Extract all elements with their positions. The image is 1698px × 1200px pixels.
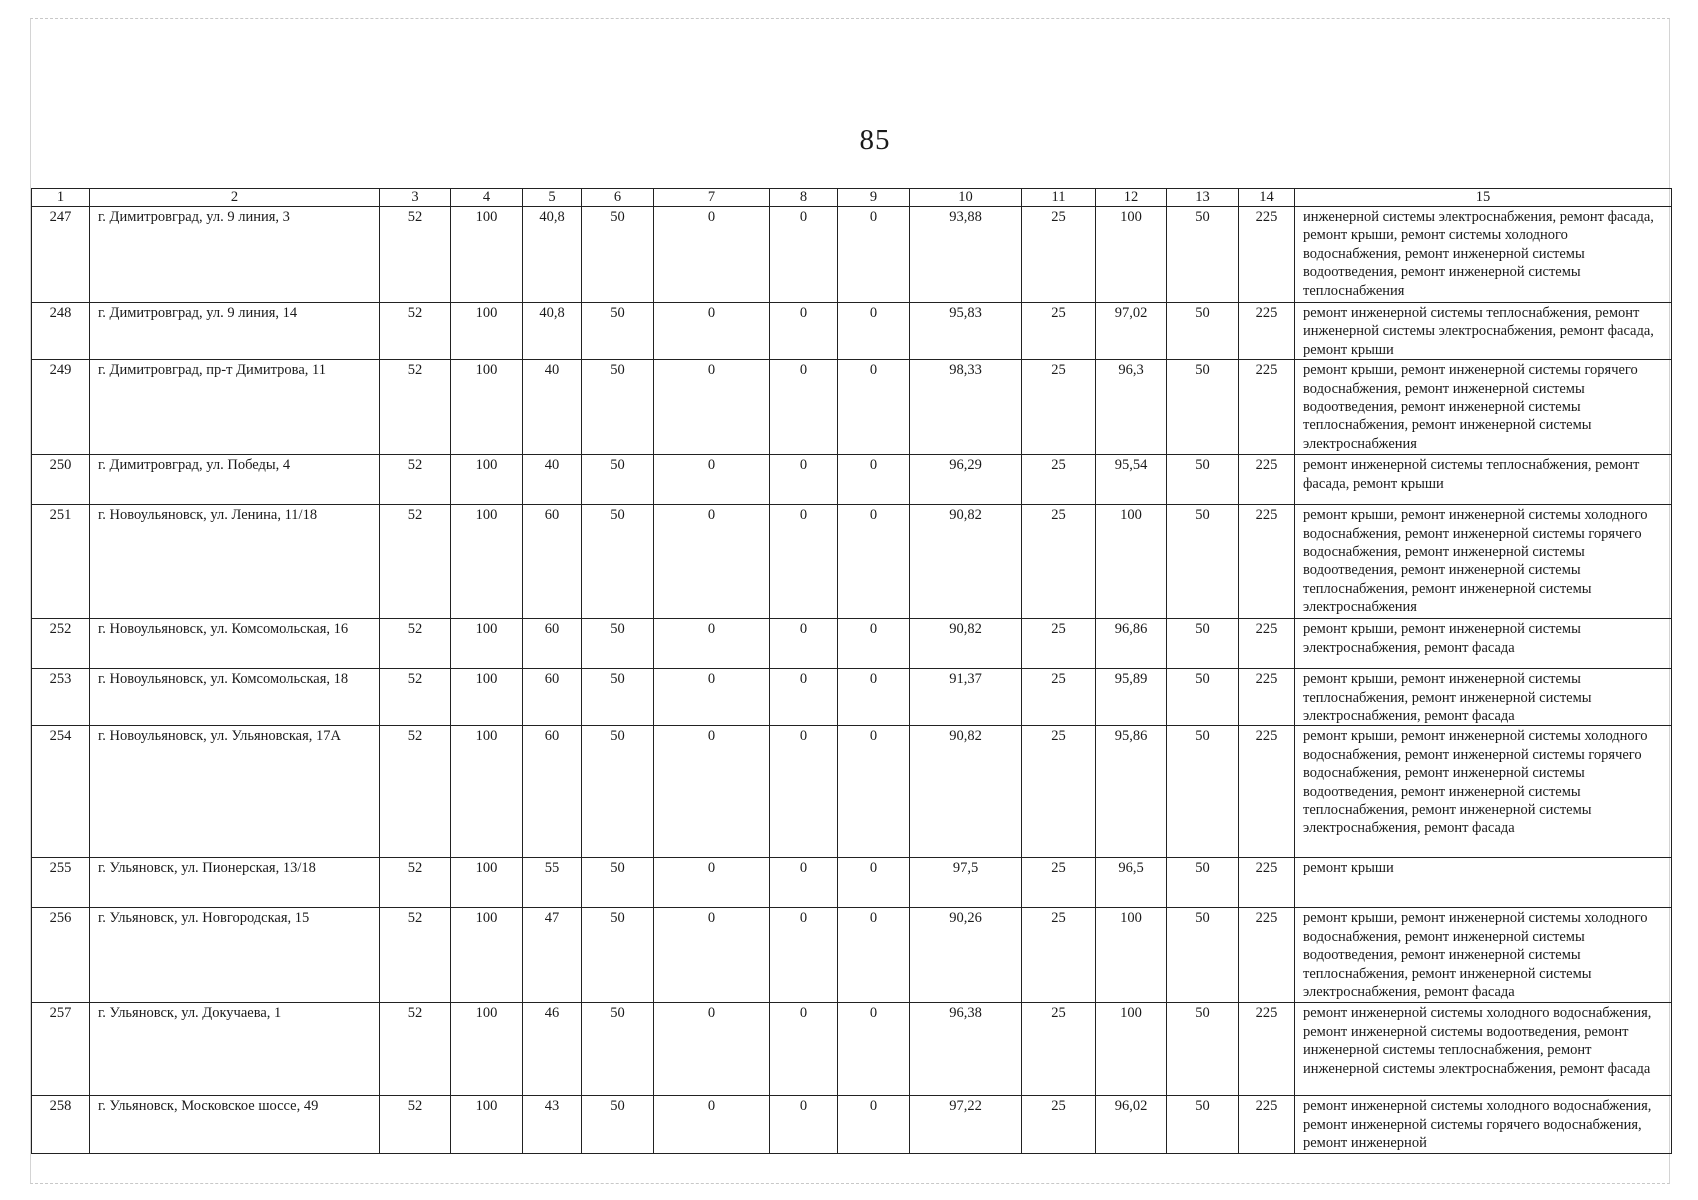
col10-cell: 96,29: [910, 455, 1022, 505]
col8-cell: 0: [770, 1003, 838, 1096]
page-number: 85: [859, 124, 891, 156]
address-cell: г. Димитровград, ул. 9 линия, 3: [90, 207, 380, 303]
col8-cell: 0: [770, 505, 838, 619]
col6-cell: 50: [582, 207, 654, 303]
col11-cell: 25: [1022, 360, 1096, 455]
col12-cell: 96,5: [1096, 858, 1167, 908]
col8-cell: 0: [770, 303, 838, 360]
works-cell: ремонт крыши: [1295, 858, 1672, 908]
col11-cell: 25: [1022, 207, 1096, 303]
col9-cell: 0: [838, 360, 910, 455]
col5-cell: 60: [523, 726, 582, 858]
col6-cell: 50: [582, 1096, 654, 1153]
col4-cell: 100: [451, 505, 523, 619]
col9-cell: 0: [838, 1003, 910, 1096]
column-header: 2: [90, 189, 380, 207]
col11-cell: 25: [1022, 1096, 1096, 1153]
works-cell: ремонт крыши, ремонт инженерной системы горячего водоснабжения, ремонт инженерной системы водоотведения, ремонт инженерной системы теплоснабжения, ремонт инженерной системы электроснабжения: [1295, 360, 1672, 455]
col9-cell: 0: [838, 455, 910, 505]
col4-cell: 100: [451, 1096, 523, 1153]
col8-cell: 0: [770, 908, 838, 1003]
col14-cell: 225: [1239, 360, 1295, 455]
col8-cell: 0: [770, 619, 838, 669]
column-header: 8: [770, 189, 838, 207]
col13-cell: 50: [1167, 360, 1239, 455]
col13-cell: 50: [1167, 505, 1239, 619]
col11-cell: 25: [1022, 669, 1096, 726]
col13-cell: 50: [1167, 303, 1239, 360]
col4-cell: 100: [451, 669, 523, 726]
col7-cell: 0: [654, 669, 770, 726]
col5-cell: 60: [523, 669, 582, 726]
col13-cell: 50: [1167, 669, 1239, 726]
col5-cell: 55: [523, 858, 582, 908]
row-number: 254: [32, 726, 90, 858]
col9-cell: 0: [838, 669, 910, 726]
col14-cell: 225: [1239, 619, 1295, 669]
col6-cell: 50: [582, 303, 654, 360]
works-cell: ремонт инженерной системы холодного водоснабжения, ремонт инженерной системы водоотведения, ремонт инженерной системы теплоснабжения, ремонт инженерной системы электроснабжения, ремонт фасада: [1295, 1003, 1672, 1096]
col13-cell: 50: [1167, 908, 1239, 1003]
col11-cell: 25: [1022, 858, 1096, 908]
col14-cell: 225: [1239, 669, 1295, 726]
column-header: 6: [582, 189, 654, 207]
col14-cell: 225: [1239, 1003, 1295, 1096]
col14-cell: 225: [1239, 207, 1295, 303]
col11-cell: 25: [1022, 455, 1096, 505]
column-header: 7: [654, 189, 770, 207]
col7-cell: 0: [654, 858, 770, 908]
col5-cell: 40: [523, 455, 582, 505]
col3-cell: 52: [380, 1096, 451, 1153]
col6-cell: 50: [582, 858, 654, 908]
works-cell: ремонт инженерной системы холодного водоснабжения, ремонт инженерной системы горячего водоснабжения, ремонт инженерной: [1295, 1096, 1672, 1153]
row-number: 257: [32, 1003, 90, 1096]
address-cell: г. Димитровград, пр-т Димитрова, 11: [90, 360, 380, 455]
col10-cell: 90,82: [910, 619, 1022, 669]
works-cell: ремонт крыши, ремонт инженерной системы электроснабжения, ремонт фасада: [1295, 619, 1672, 669]
col7-cell: 0: [654, 908, 770, 1003]
col7-cell: 0: [654, 303, 770, 360]
works-cell: инженерной системы электроснабжения, ремонт фасада, ремонт крыши, ремонт системы холодного водоснабжения, ремонт инженерной системы водоотведения, ремонт инженерной системы теплоснабжения: [1295, 207, 1672, 303]
col10-cell: 95,83: [910, 303, 1022, 360]
row-number: 250: [32, 455, 90, 505]
col8-cell: 0: [770, 858, 838, 908]
col4-cell: 100: [451, 455, 523, 505]
address-cell: г. Ульяновск, Московское шоссе, 49: [90, 1096, 380, 1153]
works-cell: ремонт инженерной системы теплоснабжения, ремонт инженерной системы электроснабжения, ремонт фасада, ремонт крыши: [1295, 303, 1672, 360]
col14-cell: 225: [1239, 908, 1295, 1003]
col10-cell: 96,38: [910, 1003, 1022, 1096]
col6-cell: 50: [582, 669, 654, 726]
col6-cell: 50: [582, 619, 654, 669]
col5-cell: 40,8: [523, 303, 582, 360]
row-number: 249: [32, 360, 90, 455]
col11-cell: 25: [1022, 726, 1096, 858]
col12-cell: 95,89: [1096, 669, 1167, 726]
col7-cell: 0: [654, 207, 770, 303]
col3-cell: 52: [380, 1003, 451, 1096]
table-row: [32, 619, 1672, 669]
col5-cell: 60: [523, 619, 582, 669]
col9-cell: 0: [838, 207, 910, 303]
col7-cell: 0: [654, 726, 770, 858]
col13-cell: 50: [1167, 1003, 1239, 1096]
address-cell: г. Новоульяновск, ул. Ульяновская, 17А: [90, 726, 380, 858]
table-row: [32, 303, 1672, 360]
works-cell: ремонт крыши, ремонт инженерной системы холодного водоснабжения, ремонт инженерной системы водоотведения, ремонт инженерной системы теплоснабжения, ремонт инженерной системы электроснабжения, ремонт фасада: [1295, 908, 1672, 1003]
col12-cell: 97,02: [1096, 303, 1167, 360]
col5-cell: 46: [523, 1003, 582, 1096]
col11-cell: 25: [1022, 619, 1096, 669]
col13-cell: 50: [1167, 858, 1239, 908]
column-header: 5: [523, 189, 582, 207]
column-header: 3: [380, 189, 451, 207]
col12-cell: 95,86: [1096, 726, 1167, 858]
col13-cell: 50: [1167, 619, 1239, 669]
address-cell: г. Новоульяновск, ул. Комсомольская, 18: [90, 669, 380, 726]
col8-cell: 0: [770, 726, 838, 858]
col11-cell: 25: [1022, 1003, 1096, 1096]
col6-cell: 50: [582, 1003, 654, 1096]
col5-cell: 60: [523, 505, 582, 619]
table-header-row: [32, 189, 1672, 207]
table-row: [32, 669, 1672, 726]
col3-cell: 52: [380, 505, 451, 619]
address-cell: г. Димитровград, ул. 9 линия, 14: [90, 303, 380, 360]
col4-cell: 100: [451, 303, 523, 360]
col14-cell: 225: [1239, 455, 1295, 505]
column-header: 14: [1239, 189, 1295, 207]
works-cell: ремонт инженерной системы теплоснабжения, ремонт фасада, ремонт крыши: [1295, 455, 1672, 505]
col13-cell: 50: [1167, 207, 1239, 303]
col14-cell: 225: [1239, 858, 1295, 908]
column-header: 12: [1096, 189, 1167, 207]
col8-cell: 0: [770, 360, 838, 455]
column-header: 1: [32, 189, 90, 207]
table-row: [32, 360, 1672, 455]
row-number: 258: [32, 1096, 90, 1153]
col10-cell: 93,88: [910, 207, 1022, 303]
col8-cell: 0: [770, 455, 838, 505]
col7-cell: 0: [654, 505, 770, 619]
table-row: [32, 1003, 1672, 1096]
col13-cell: 50: [1167, 726, 1239, 858]
col9-cell: 0: [838, 1096, 910, 1153]
col3-cell: 52: [380, 858, 451, 908]
col3-cell: 52: [380, 908, 451, 1003]
row-number: 251: [32, 505, 90, 619]
table-row: [32, 908, 1672, 1003]
row-number: 247: [32, 207, 90, 303]
column-header: 13: [1167, 189, 1239, 207]
column-header: 4: [451, 189, 523, 207]
col14-cell: 225: [1239, 505, 1295, 619]
column-header: 10: [910, 189, 1022, 207]
col13-cell: 50: [1167, 455, 1239, 505]
works-cell: ремонт крыши, ремонт инженерной системы теплоснабжения, ремонт инженерной системы электроснабжения, ремонт фасада: [1295, 669, 1672, 726]
col10-cell: 97,22: [910, 1096, 1022, 1153]
col6-cell: 50: [582, 505, 654, 619]
col9-cell: 0: [838, 908, 910, 1003]
col3-cell: 52: [380, 207, 451, 303]
col12-cell: 95,54: [1096, 455, 1167, 505]
row-number: 256: [32, 908, 90, 1003]
col8-cell: 0: [770, 1096, 838, 1153]
col12-cell: 100: [1096, 207, 1167, 303]
col9-cell: 0: [838, 505, 910, 619]
col4-cell: 100: [451, 207, 523, 303]
col9-cell: 0: [838, 858, 910, 908]
col5-cell: 40,8: [523, 207, 582, 303]
col10-cell: 90,82: [910, 726, 1022, 858]
col9-cell: 0: [838, 303, 910, 360]
col10-cell: 97,5: [910, 858, 1022, 908]
row-number: 248: [32, 303, 90, 360]
col3-cell: 52: [380, 669, 451, 726]
table-row: [32, 207, 1672, 303]
col4-cell: 100: [451, 726, 523, 858]
row-number: 255: [32, 858, 90, 908]
col7-cell: 0: [654, 1003, 770, 1096]
col3-cell: 52: [380, 619, 451, 669]
col5-cell: 40: [523, 360, 582, 455]
col4-cell: 100: [451, 360, 523, 455]
col4-cell: 100: [451, 908, 523, 1003]
repair-schedule-table: [31, 188, 1672, 1154]
col12-cell: 96,02: [1096, 1096, 1167, 1153]
col11-cell: 25: [1022, 505, 1096, 619]
table-row: [32, 505, 1672, 619]
address-cell: г. Новоульяновск, ул. Ленина, 11/18: [90, 505, 380, 619]
col13-cell: 50: [1167, 1096, 1239, 1153]
col6-cell: 50: [582, 455, 654, 505]
col5-cell: 43: [523, 1096, 582, 1153]
works-cell: ремонт крыши, ремонт инженерной системы холодного водоснабжения, ремонт инженерной системы горячего водоснабжения, ремонт инженерной системы водоотведения, ремонт инженерной системы теплоснабжения, ремонт инженерной системы электроснабжения: [1295, 505, 1672, 619]
col10-cell: 98,33: [910, 360, 1022, 455]
row-number: 253: [32, 669, 90, 726]
col8-cell: 0: [770, 207, 838, 303]
column-header: 9: [838, 189, 910, 207]
col12-cell: 100: [1096, 908, 1167, 1003]
col12-cell: 96,86: [1096, 619, 1167, 669]
address-cell: г. Новоульяновск, ул. Комсомольская, 16: [90, 619, 380, 669]
col14-cell: 225: [1239, 303, 1295, 360]
col4-cell: 100: [451, 619, 523, 669]
col7-cell: 0: [654, 1096, 770, 1153]
col14-cell: 225: [1239, 1096, 1295, 1153]
address-cell: г. Ульяновск, ул. Новгородская, 15: [90, 908, 380, 1003]
col9-cell: 0: [838, 619, 910, 669]
column-header: 15: [1295, 189, 1672, 207]
col4-cell: 100: [451, 1003, 523, 1096]
col3-cell: 52: [380, 303, 451, 360]
col12-cell: 100: [1096, 1003, 1167, 1096]
address-cell: г. Ульяновск, ул. Пионерская, 13/18: [90, 858, 380, 908]
col4-cell: 100: [451, 858, 523, 908]
table-row: [32, 858, 1672, 908]
col7-cell: 0: [654, 455, 770, 505]
address-cell: г. Димитровград, ул. Победы, 4: [90, 455, 380, 505]
col5-cell: 47: [523, 908, 582, 1003]
table-row: [32, 726, 1672, 858]
col6-cell: 50: [582, 360, 654, 455]
col11-cell: 25: [1022, 908, 1096, 1003]
table-row: [32, 1096, 1672, 1153]
col6-cell: 50: [582, 908, 654, 1003]
col10-cell: 90,82: [910, 505, 1022, 619]
col3-cell: 52: [380, 726, 451, 858]
col6-cell: 50: [582, 726, 654, 858]
works-cell: ремонт крыши, ремонт инженерной системы холодного водоснабжения, ремонт инженерной системы горячего водоснабжения, ремонт инженерной системы водоотведения, ремонт инженерной системы теплоснабжения, ремонт инженерной системы электроснабжения, ремонт фасада: [1295, 726, 1672, 858]
col8-cell: 0: [770, 669, 838, 726]
column-header: 11: [1022, 189, 1096, 207]
col3-cell: 52: [380, 455, 451, 505]
col7-cell: 0: [654, 619, 770, 669]
col10-cell: 91,37: [910, 669, 1022, 726]
col9-cell: 0: [838, 726, 910, 858]
col14-cell: 225: [1239, 726, 1295, 858]
col11-cell: 25: [1022, 303, 1096, 360]
col12-cell: 96,3: [1096, 360, 1167, 455]
row-number: 252: [32, 619, 90, 669]
table-row: [32, 455, 1672, 505]
address-cell: г. Ульяновск, ул. Докучаева, 1: [90, 1003, 380, 1096]
col3-cell: 52: [380, 360, 451, 455]
col7-cell: 0: [654, 360, 770, 455]
col12-cell: 100: [1096, 505, 1167, 619]
col10-cell: 90,26: [910, 908, 1022, 1003]
